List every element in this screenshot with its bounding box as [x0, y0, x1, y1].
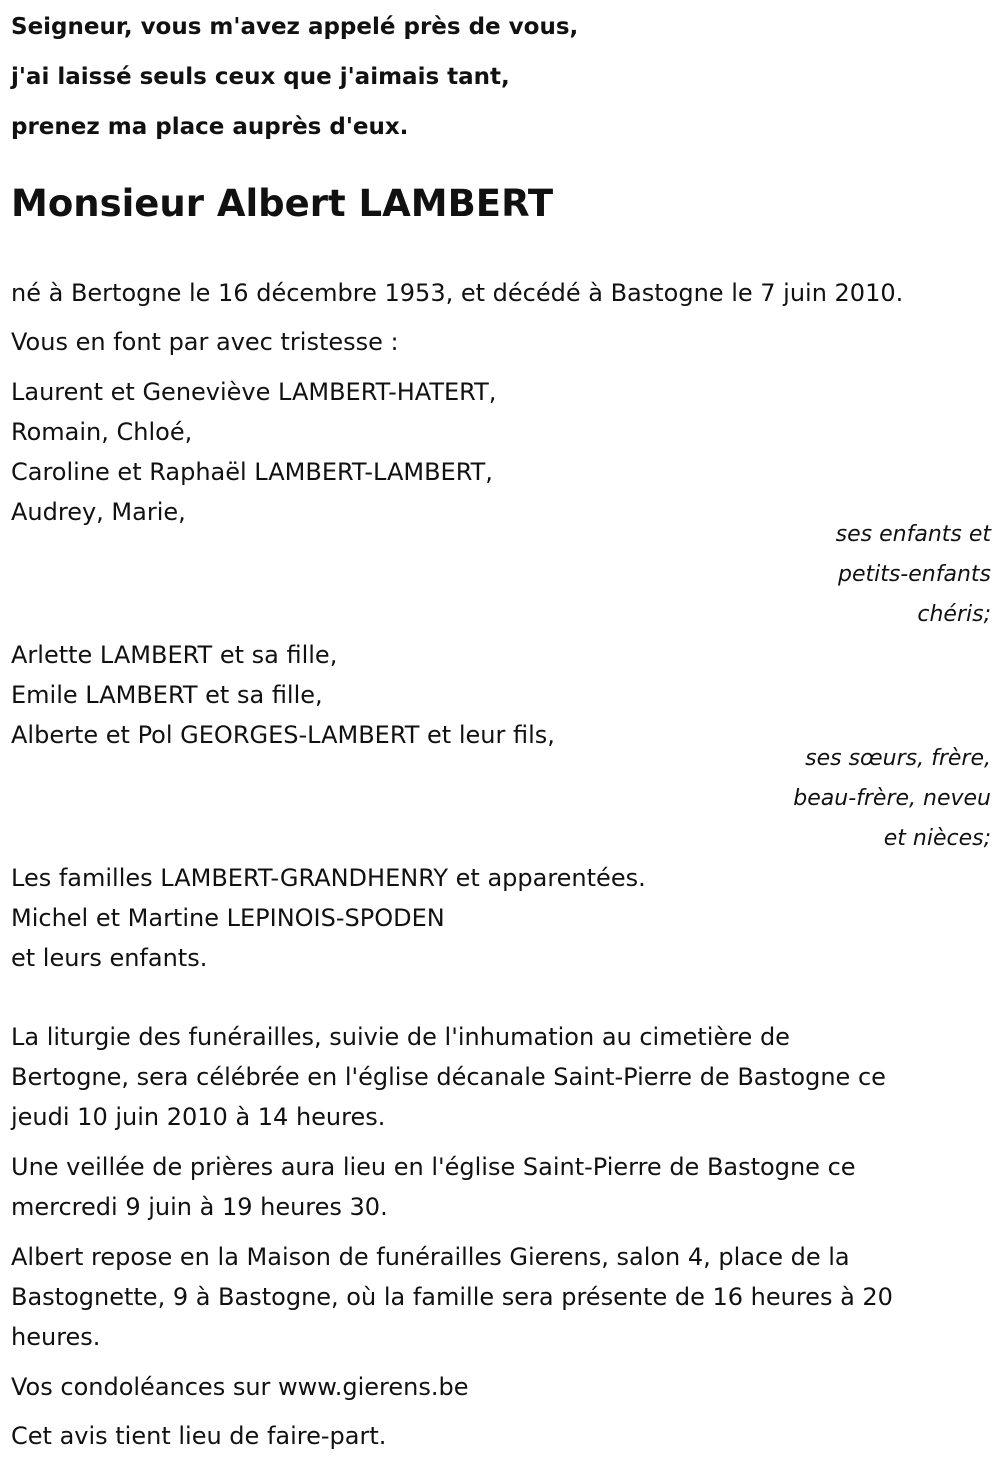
- vigil-line: mercredi 9 juin à 19 heures 30.: [11, 1193, 388, 1221]
- prayer-line-2: j'ai laissé seuls ceux que j'aimais tant,: [11, 64, 510, 90]
- repose-line: Bastognette, 9 à Bastogne, où la famille sera présente de 16 heures à 20: [11, 1283, 893, 1311]
- siblings-relation-line: beau-frère, neveu: [793, 786, 991, 811]
- prayer-line-1: Seigneur, vous m'avez appelé près de vous,: [11, 14, 579, 40]
- prayer-line-3: prenez ma place auprès d'eux.: [11, 114, 409, 140]
- repose-line: heures.: [11, 1323, 101, 1351]
- funeral-line: jeudi 10 juin 2010 à 14 heures.: [11, 1103, 386, 1131]
- children-relation-line: petits-enfants: [837, 562, 991, 587]
- siblings-name-line: Alberte et Pol GEORGES-LAMBERT et leur fils,: [11, 721, 555, 749]
- families-line: Michel et Martine LEPINOIS-SPODEN: [11, 904, 445, 932]
- vigil-line: Une veillée de prières aura lieu en l'église Saint-Pierre de Bastogne ce: [11, 1153, 856, 1181]
- children-name-line: Audrey, Marie,: [11, 498, 186, 526]
- children-relation-line: ses enfants et: [835, 522, 991, 547]
- funeral-line: Bertogne, sera célébrée en l'église décanale Saint-Pierre de Bastogne ce: [11, 1063, 886, 1091]
- families-line: Les familles LAMBERT-GRANDHENRY et apparentées.: [11, 864, 646, 892]
- families-line: et leurs enfants.: [11, 944, 208, 972]
- children-relation-line: chéris;: [917, 602, 991, 627]
- birth-death-line: né à Bertogne le 16 décembre 1953, et décédé à Bastogne le 7 juin 2010.: [11, 279, 904, 307]
- deceased-name: Monsieur Albert LAMBERT: [11, 182, 554, 225]
- siblings-name-line: Emile LAMBERT et sa fille,: [11, 681, 323, 709]
- children-name-line: Laurent et Geneviève LAMBERT-HATERT,: [11, 378, 497, 406]
- repose-line: Albert repose en la Maison de funérailles Gierens, salon 4, place de la: [11, 1243, 850, 1271]
- mourners-intro: Vous en font par avec tristesse :: [11, 328, 399, 356]
- condolences-line: Vos condoléances sur www.gierens.be: [11, 1373, 469, 1401]
- siblings-name-line: Arlette LAMBERT et sa fille,: [11, 641, 338, 669]
- siblings-relation-line: et nièces;: [883, 826, 991, 851]
- funeral-line: La liturgie des funérailles, suivie de l'inhumation au cimetière de: [11, 1023, 790, 1051]
- children-name-line: Caroline et Raphaël LAMBERT-LAMBERT,: [11, 458, 493, 486]
- siblings-relation-line: ses sœurs, frère,: [805, 746, 991, 771]
- children-name-line: Romain, Chloé,: [11, 418, 193, 446]
- closing-line: Cet avis tient lieu de faire-part.: [11, 1422, 387, 1450]
